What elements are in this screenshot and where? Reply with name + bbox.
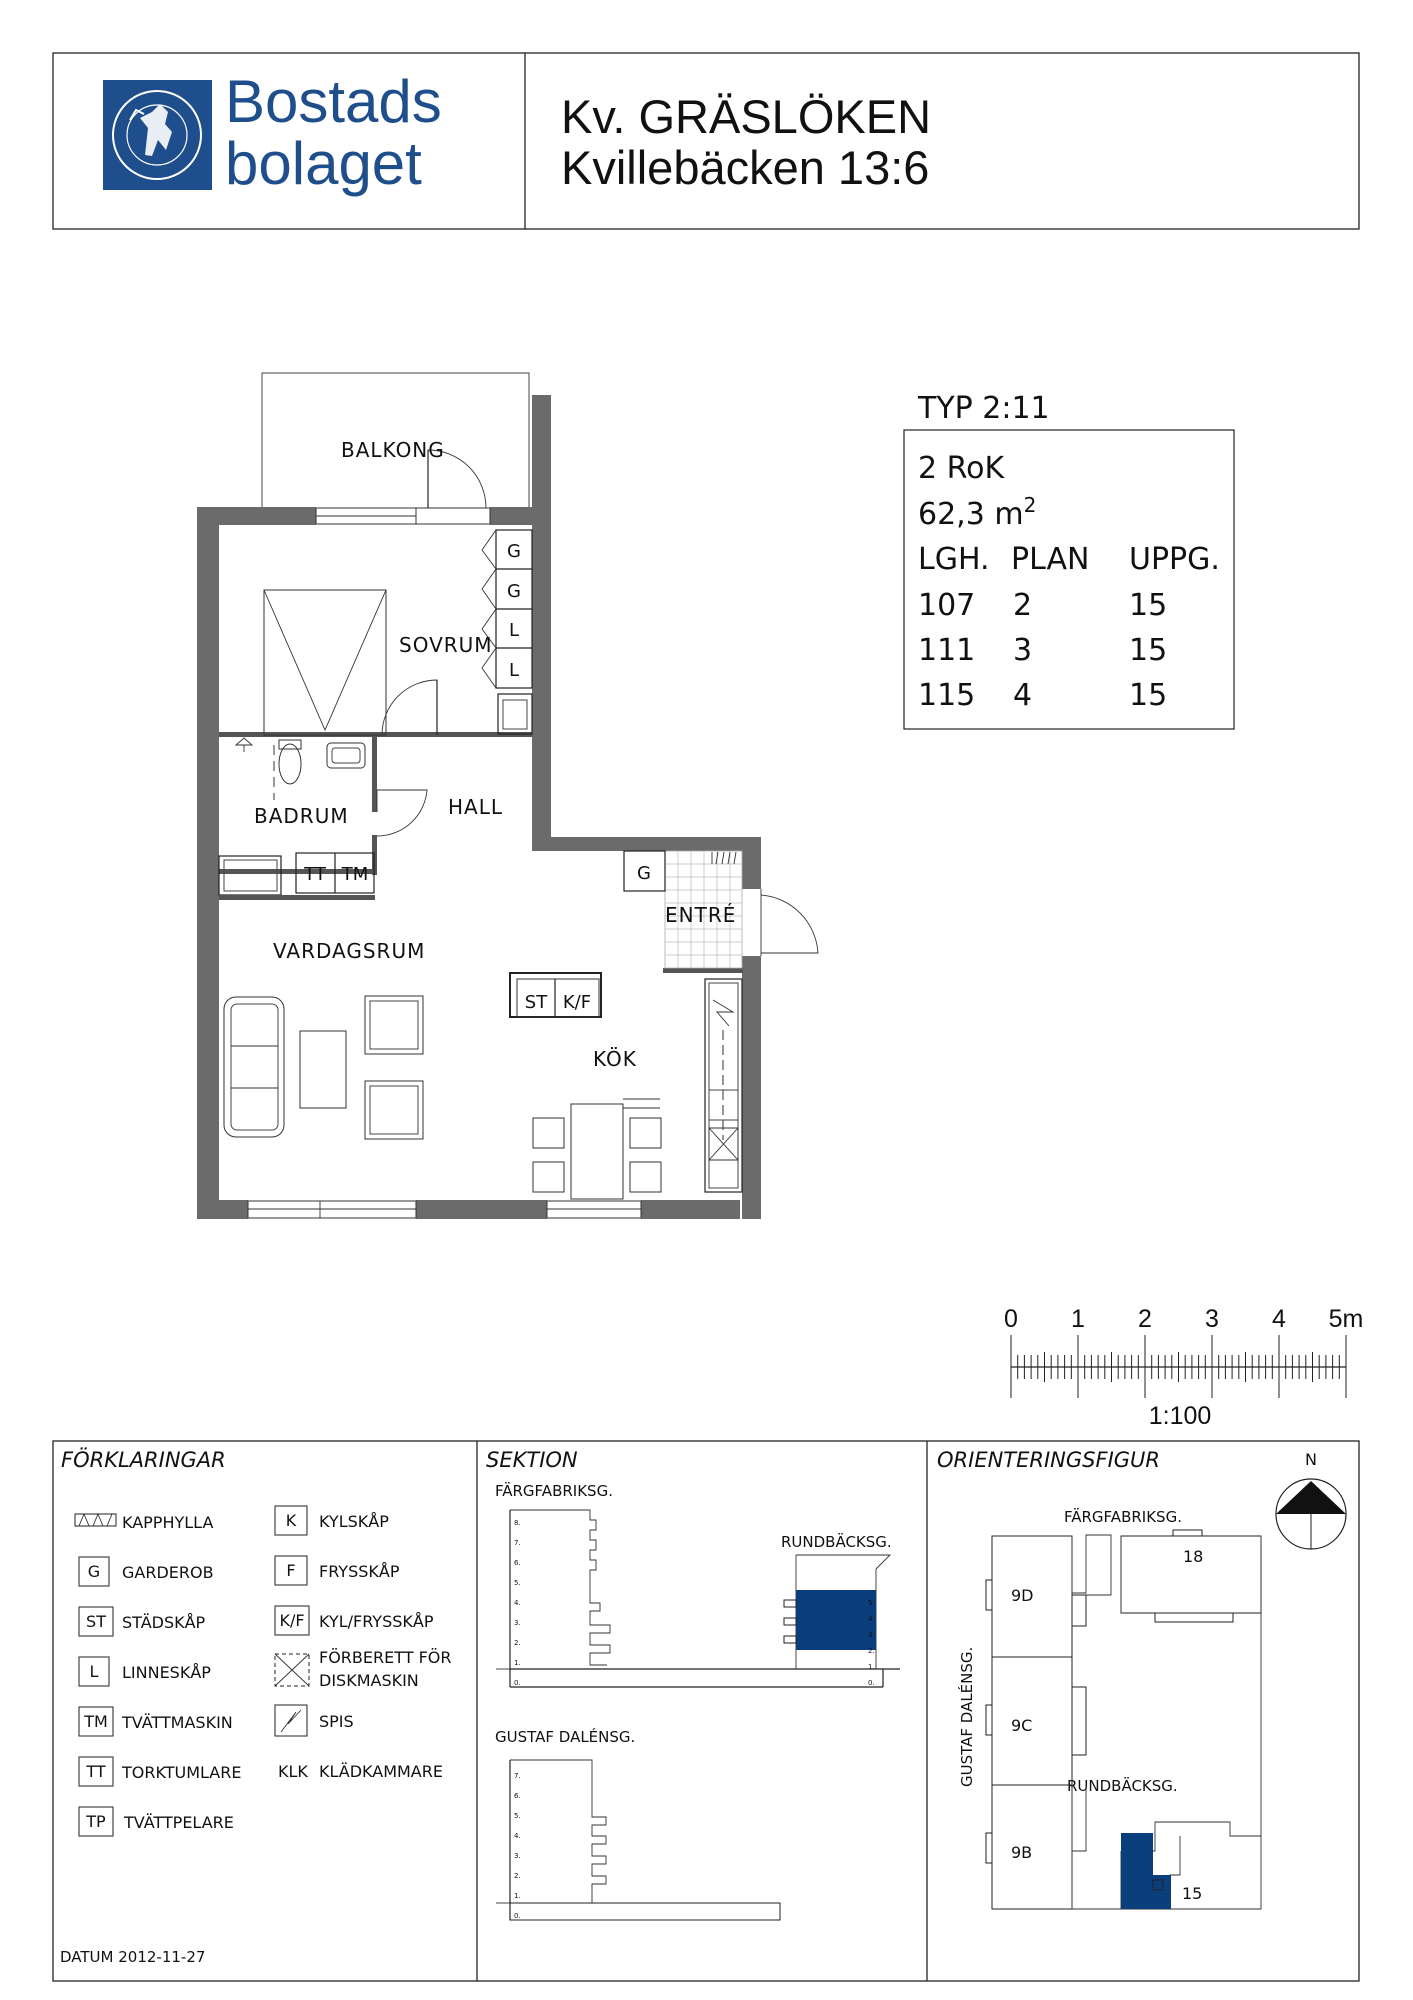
floor-label: 6. [514, 1792, 521, 1800]
type-rooms: 2 RoK [918, 451, 1005, 486]
north-label: N [1305, 1450, 1317, 1469]
legend-code: K/F [279, 1611, 305, 1630]
block-name: Kv. GRÄSLÖKEN [561, 90, 932, 143]
scale-bar [1004, 1305, 1363, 1430]
legend-code: ST [86, 1612, 106, 1631]
legend-code: TT [86, 1762, 106, 1781]
section-drawing [495, 1481, 900, 1920]
footer-date: DATUM 2012-11-27 [60, 1948, 206, 1966]
scale-label: 3 [1205, 1305, 1219, 1333]
box-g-entre: G [637, 863, 651, 884]
floor-label: 0. [514, 1912, 521, 1920]
floor-label: 5. [514, 1812, 521, 1820]
legend-label: STÄDSKÅP [122, 1613, 206, 1632]
floor-label: 3. [514, 1852, 521, 1860]
row-uppg: 15 [1129, 588, 1168, 623]
logo-line1: Bostads [225, 68, 442, 135]
legend-right [275, 1506, 452, 1781]
room-hall: HALL [448, 795, 504, 819]
zigzag-icon [275, 1705, 307, 1736]
row-plan: 4 [1013, 678, 1033, 713]
orient-street-top: FÄRGFABRIKSG. [1064, 1508, 1182, 1526]
floor-label: 0. [868, 1679, 875, 1687]
legend-label: FRYSSKÅP [319, 1562, 400, 1581]
room-balkong: BALKONG [341, 438, 445, 462]
room-entre: ENTRÉ [665, 903, 737, 927]
legend-label: SPIS [319, 1712, 354, 1731]
legend-code: F [286, 1561, 296, 1580]
scale-ratio: 1:100 [1148, 1402, 1212, 1430]
box-st: ST [524, 992, 548, 1013]
cross-box-icon [275, 1654, 309, 1686]
box-l2: L [508, 660, 520, 681]
floor-label: 5. [514, 1579, 521, 1587]
legend-code: G [87, 1562, 101, 1581]
section-title: SEKTION [486, 1448, 578, 1472]
legend-code: TM [84, 1712, 108, 1731]
floor-label: 2. [514, 1639, 521, 1647]
orient-street-bottom: RUNDBÄCKSG. [1067, 1777, 1178, 1795]
floor-label: 1. [514, 1659, 521, 1667]
building-18: 18 [1183, 1547, 1204, 1566]
floor-label: 7. [514, 1772, 521, 1780]
floor-label: 4. [868, 1615, 875, 1623]
floor-label: 1. [514, 1892, 521, 1900]
legend-code: TP [86, 1812, 106, 1831]
legend-title: FÖRKLARINGAR [61, 1448, 226, 1472]
legend-code: KLK [278, 1762, 308, 1781]
room-kok: KÖK [593, 1047, 637, 1071]
legend-label: GARDEROB [122, 1563, 214, 1582]
row-uppg: 15 [1129, 678, 1168, 713]
box-g2: G [507, 581, 521, 602]
floor-label: 5. [868, 1599, 875, 1607]
floor-label: 0. [514, 1679, 521, 1687]
apartment-building-highlight [1121, 1833, 1171, 1909]
floor-label: 8. [514, 1519, 521, 1527]
floor-label: 4. [514, 1599, 521, 1607]
scale-label: 2 [1138, 1305, 1152, 1333]
legend-left [75, 1513, 241, 1836]
room-vardagsrum: VARDAGSRUM [273, 939, 426, 963]
scale-label: 4 [1272, 1305, 1286, 1333]
legend-label: KAPPHYLLA [122, 1513, 214, 1532]
building-9d: 9D [1011, 1586, 1034, 1605]
row-lgh: 107 [918, 588, 976, 623]
legend-label: TVÄTTPELARE [124, 1813, 234, 1832]
row-plan: 3 [1013, 633, 1033, 668]
section-street-top: FÄRGFABRIKSG. [495, 1482, 613, 1500]
legend-code: L [89, 1662, 99, 1681]
legend-label: KLÄDKAMMARE [319, 1762, 443, 1781]
floor-label: 6. [514, 1559, 521, 1567]
floor-label: 1. [868, 1663, 875, 1671]
legend-label: KYLSKÅP [319, 1512, 389, 1531]
apartment-highlight [796, 1590, 876, 1650]
row-lgh: 111 [918, 633, 976, 668]
logo-line2: bolaget [225, 130, 422, 197]
type-area: 62,3 $m^2$ [918, 493, 1037, 532]
logo [103, 68, 442, 197]
legend-label: TVÄTTMASKIN [122, 1713, 233, 1732]
type-title: TYP 2:11 [918, 391, 1050, 426]
row-uppg: 15 [1129, 633, 1168, 668]
row-lgh: 115 [918, 678, 976, 713]
legend-label: TORKTUMLARE [122, 1763, 242, 1782]
floor-label: 2. [514, 1872, 521, 1880]
floor-label: 4. [514, 1832, 521, 1840]
property-name: Kvillebäcken 13:6 [561, 141, 930, 194]
orientation-map [957, 1450, 1346, 1909]
building-15: 15 [1182, 1884, 1203, 1903]
hatch-icon [75, 1514, 116, 1526]
building-9b: 9B [1011, 1843, 1033, 1862]
scale-label: 0 [1004, 1305, 1018, 1333]
box-l1: L [508, 620, 520, 641]
box-g1: G [507, 541, 521, 562]
legend-code: K [285, 1511, 297, 1530]
zigzag-icon [713, 1000, 733, 1026]
row-plan: 2 [1013, 588, 1033, 623]
building-9c: 9C [1011, 1716, 1033, 1735]
room-badrum: BADRUM [254, 804, 349, 828]
scale-label: 1 [1071, 1305, 1085, 1333]
orientation-title: ORIENTERINGSFIGUR [937, 1448, 1160, 1472]
col-plan: PLAN [1011, 542, 1090, 577]
floor-label: 2. [868, 1647, 875, 1655]
compass-icon [1276, 1479, 1346, 1549]
room-sovrum: SOVRUM [399, 633, 493, 657]
floor-label: 3. [514, 1619, 521, 1627]
legend-label: FÖRBERETT FÖR [319, 1648, 452, 1667]
legend-label: KYL/FRYSSKÅP [319, 1612, 434, 1631]
col-lgh: LGH. [918, 542, 990, 577]
box-tt: TT [304, 864, 326, 885]
orient-street-left: GUSTAF DALÉNSG. [958, 1646, 976, 1787]
box-tm: TM [341, 864, 369, 885]
legend-label-2: DISKMASKIN [319, 1671, 419, 1690]
legend-label: LINNESKÅP [122, 1663, 211, 1682]
floor-label: 3. [868, 1631, 875, 1639]
scale-label: 5m [1328, 1305, 1364, 1333]
section-street-right: RUNDBÄCKSG. [781, 1533, 892, 1551]
floor-plan [197, 373, 818, 1219]
box-kf: K/F [562, 992, 592, 1013]
section-street-bottom: GUSTAF DALÉNSG. [495, 1728, 636, 1746]
floor-label: 7. [514, 1539, 521, 1547]
col-uppg: UPPG. [1129, 542, 1220, 577]
